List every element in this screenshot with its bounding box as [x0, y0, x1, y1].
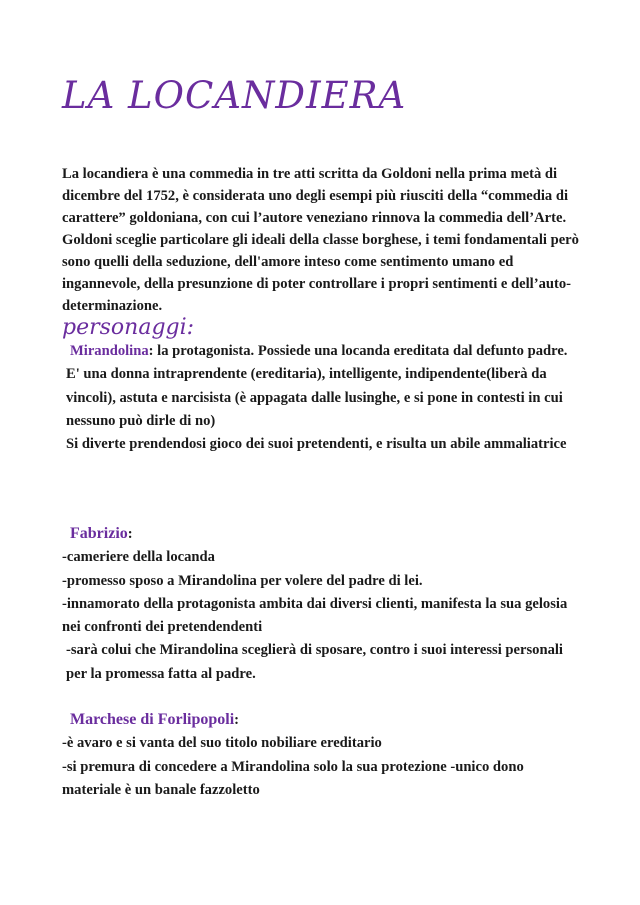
character-intro-line	[62, 340, 586, 363]
document-title: LA LOCANDIERA	[62, 74, 407, 117]
character-detail: -innamorato della protagonista ambita dai diversi clienti, manifesta la sua gelosia nei confronti dei pretendendenti	[62, 595, 568, 636]
intro-paragraph: La locandiera è una commedia in tre atti scritta da Goldoni nella prima metà di dicembre del 1752, è considerata uno degli esempi più riusciti della “commedia di carattere” goldoniana, con cui l’autore veneziano rinnova la commedia dell’Arte. Goldoni sceglie particolare gli ideali della classe borghese, i temi fondamentali però sono quelli della seduzione, dell'amore inteso come sentimento umano ed ingannevole, della presunzione di poter controllare i propri sentimenti e dell’auto-determinazione.	[62, 166, 579, 314]
character-marchese	[62, 708, 586, 802]
character-detail: -promesso sposo a Mirandolina per volere del padre di lei.	[62, 572, 423, 589]
character-mirandolina	[62, 340, 586, 456]
character-name: Marchese di Forlipopoli	[70, 711, 235, 728]
character-description: : la protagonista. Possiede una locanda ereditata dal defunto padre.	[148, 343, 568, 359]
characters-heading: personaggi:	[62, 315, 195, 340]
character-name: Mirandolina	[70, 343, 149, 359]
character-intro-line	[62, 522, 586, 546]
character-detail: -sarà colui che Mirandolina sceglierà di sposare, contro i suoi interessi personali per la promessa fatta al padre.	[66, 642, 563, 682]
character-description: :	[127, 526, 133, 542]
character-detail: -si premura di concedere a Mirandolina solo la sua protezione -unico dono materiale è un banale fazzoletto	[62, 758, 524, 798]
character-detail: Si diverte prendendosi gioco dei suoi pretendenti, e risulta un abile ammaliatrice	[66, 436, 567, 453]
character-fabrizio	[62, 522, 586, 686]
character-detail: E' una donna intraprendente (ereditaria), intelligente, indipendente(liberà da vincoli), astuta e narcisista (è appagata dalle lusinghe, e si pone in contesti in cui nessuno può dirle di no)	[66, 366, 563, 429]
character-description: :	[234, 712, 240, 728]
character-detail: -cameriere della locanda	[62, 549, 215, 566]
character-name: Fabrizio	[70, 525, 128, 542]
character-detail: -è avaro e si vanta del suo titolo nobiliare ereditario	[62, 735, 382, 752]
character-intro-line	[62, 708, 586, 732]
